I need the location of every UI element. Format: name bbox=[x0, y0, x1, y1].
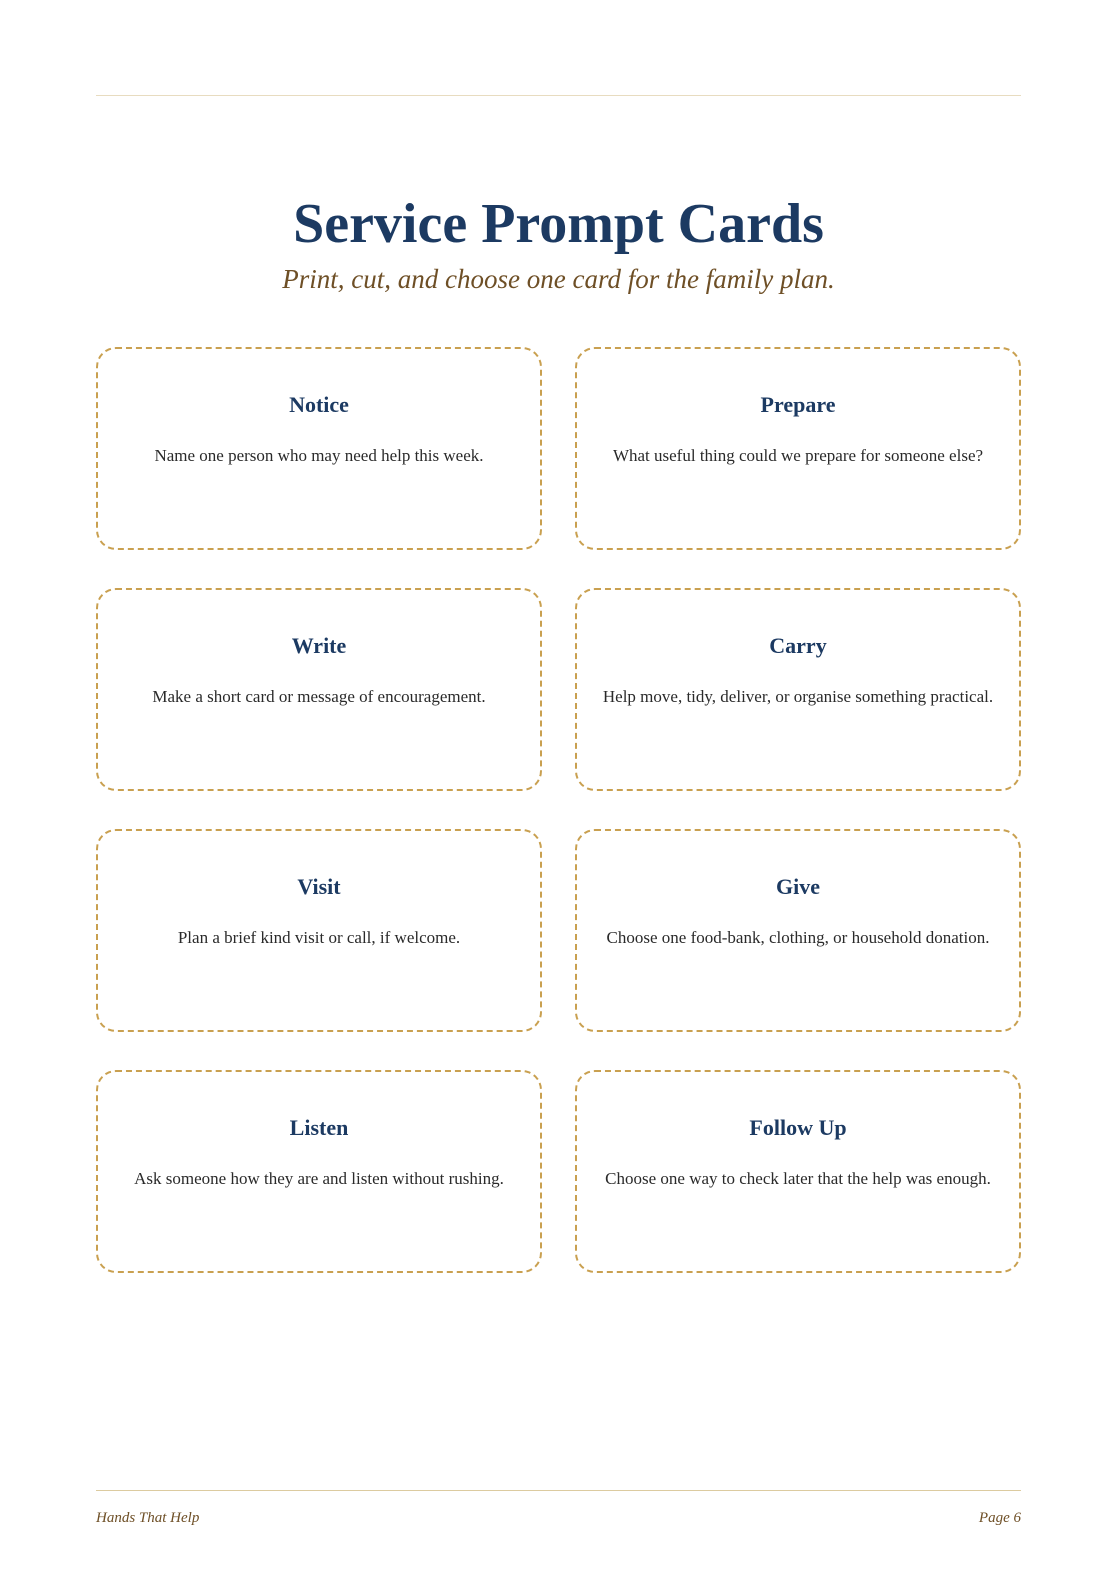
card-title: Notice bbox=[289, 392, 349, 417]
card-title: Write bbox=[291, 633, 347, 658]
footer-page-number: Page 6 bbox=[978, 1510, 1021, 1526]
card-title: Prepare bbox=[760, 392, 836, 417]
footer-rule bbox=[96, 1490, 1021, 1491]
card-title: Listen bbox=[289, 1115, 349, 1140]
prompt-card-carry bbox=[575, 588, 1021, 791]
prompt-card-notice bbox=[96, 347, 542, 550]
card-text: Name one person who may need help this week. bbox=[154, 446, 484, 465]
card-text: Ask someone how they are and listen without rushing. bbox=[134, 1169, 504, 1188]
card-title: Carry bbox=[769, 633, 827, 658]
card-title: Follow Up bbox=[749, 1115, 847, 1140]
card-grid bbox=[96, 347, 1021, 1273]
page-title: Service Prompt Cards bbox=[293, 193, 824, 255]
card-title: Give bbox=[776, 874, 820, 899]
card-text: Plan a brief kind visit or call, if welcome. bbox=[177, 928, 461, 947]
header-rule bbox=[96, 95, 1021, 96]
page-subtitle: Print, cut, and choose one card for the family plan. bbox=[282, 264, 835, 294]
prompt-card-give bbox=[575, 829, 1021, 1032]
card-text: Make a short card or message of encouragement. bbox=[152, 687, 486, 706]
card-text: Choose one way to check later that the help was enough. bbox=[605, 1169, 991, 1188]
prompt-card-write bbox=[96, 588, 542, 791]
card-text: Help move, tidy, deliver, or organise something practical. bbox=[602, 687, 994, 706]
card-text: Choose one food-bank, clothing, or household donation. bbox=[606, 928, 990, 947]
prompt-card-prepare bbox=[575, 347, 1021, 550]
card-text: What useful thing could we prepare for someone else? bbox=[612, 446, 984, 465]
prompt-card-follow-up bbox=[575, 1070, 1021, 1273]
prompt-card-visit bbox=[96, 829, 542, 1032]
card-title: Visit bbox=[297, 874, 341, 899]
footer-book-title: Hands That Help bbox=[96, 1510, 200, 1526]
prompt-card-listen bbox=[96, 1070, 542, 1273]
